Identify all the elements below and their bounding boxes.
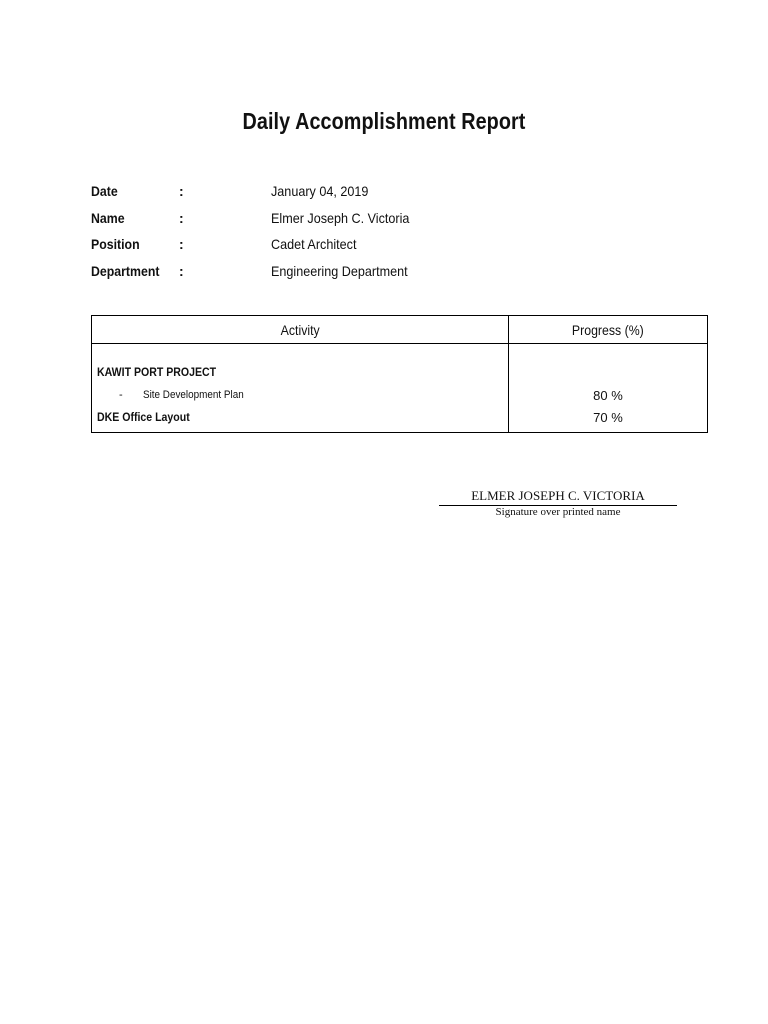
table-header-row bbox=[92, 316, 708, 344]
table-row bbox=[92, 344, 708, 433]
info-row-department bbox=[0, 263, 768, 283]
info-row-position bbox=[0, 236, 768, 256]
progress-site-development: 80 % bbox=[593, 388, 623, 403]
activity-header: Activity bbox=[92, 316, 509, 344]
name-colon: : bbox=[179, 210, 184, 226]
date-label: Date bbox=[91, 183, 118, 199]
progress-header: Progress (%) bbox=[509, 316, 708, 344]
bullet-dash: - bbox=[119, 389, 123, 401]
position-value: Cadet Architect bbox=[271, 236, 357, 252]
department-value: Engineering Department bbox=[271, 263, 408, 279]
department-colon: : bbox=[179, 263, 184, 279]
department-label: Department bbox=[91, 263, 160, 279]
position-label: Position bbox=[91, 236, 140, 252]
activity-cell bbox=[92, 344, 509, 433]
signature-name: ELMER JOSEPH C. VICTORIA bbox=[439, 488, 677, 506]
progress-cell bbox=[509, 344, 708, 433]
project-title-dke: DKE Office Layout bbox=[97, 410, 190, 424]
project-title-kawit: KAWIT PORT PROJECT bbox=[97, 365, 217, 379]
signature-caption: Signature over printed name bbox=[495, 506, 621, 518]
progress-dke: 70 % bbox=[593, 410, 623, 425]
date-colon: : bbox=[179, 183, 184, 199]
subtask-site-development: Site Development Plan bbox=[143, 389, 244, 401]
report-title: Daily Accomplishment Report bbox=[242, 108, 526, 134]
date-value: January 04, 2019 bbox=[271, 183, 369, 199]
activity-table bbox=[91, 315, 708, 433]
name-label: Name bbox=[91, 210, 125, 226]
info-row-name bbox=[0, 210, 768, 230]
position-colon: : bbox=[179, 236, 184, 252]
info-row-date bbox=[0, 183, 768, 203]
name-value: Elmer Joseph C. Victoria bbox=[271, 210, 410, 226]
